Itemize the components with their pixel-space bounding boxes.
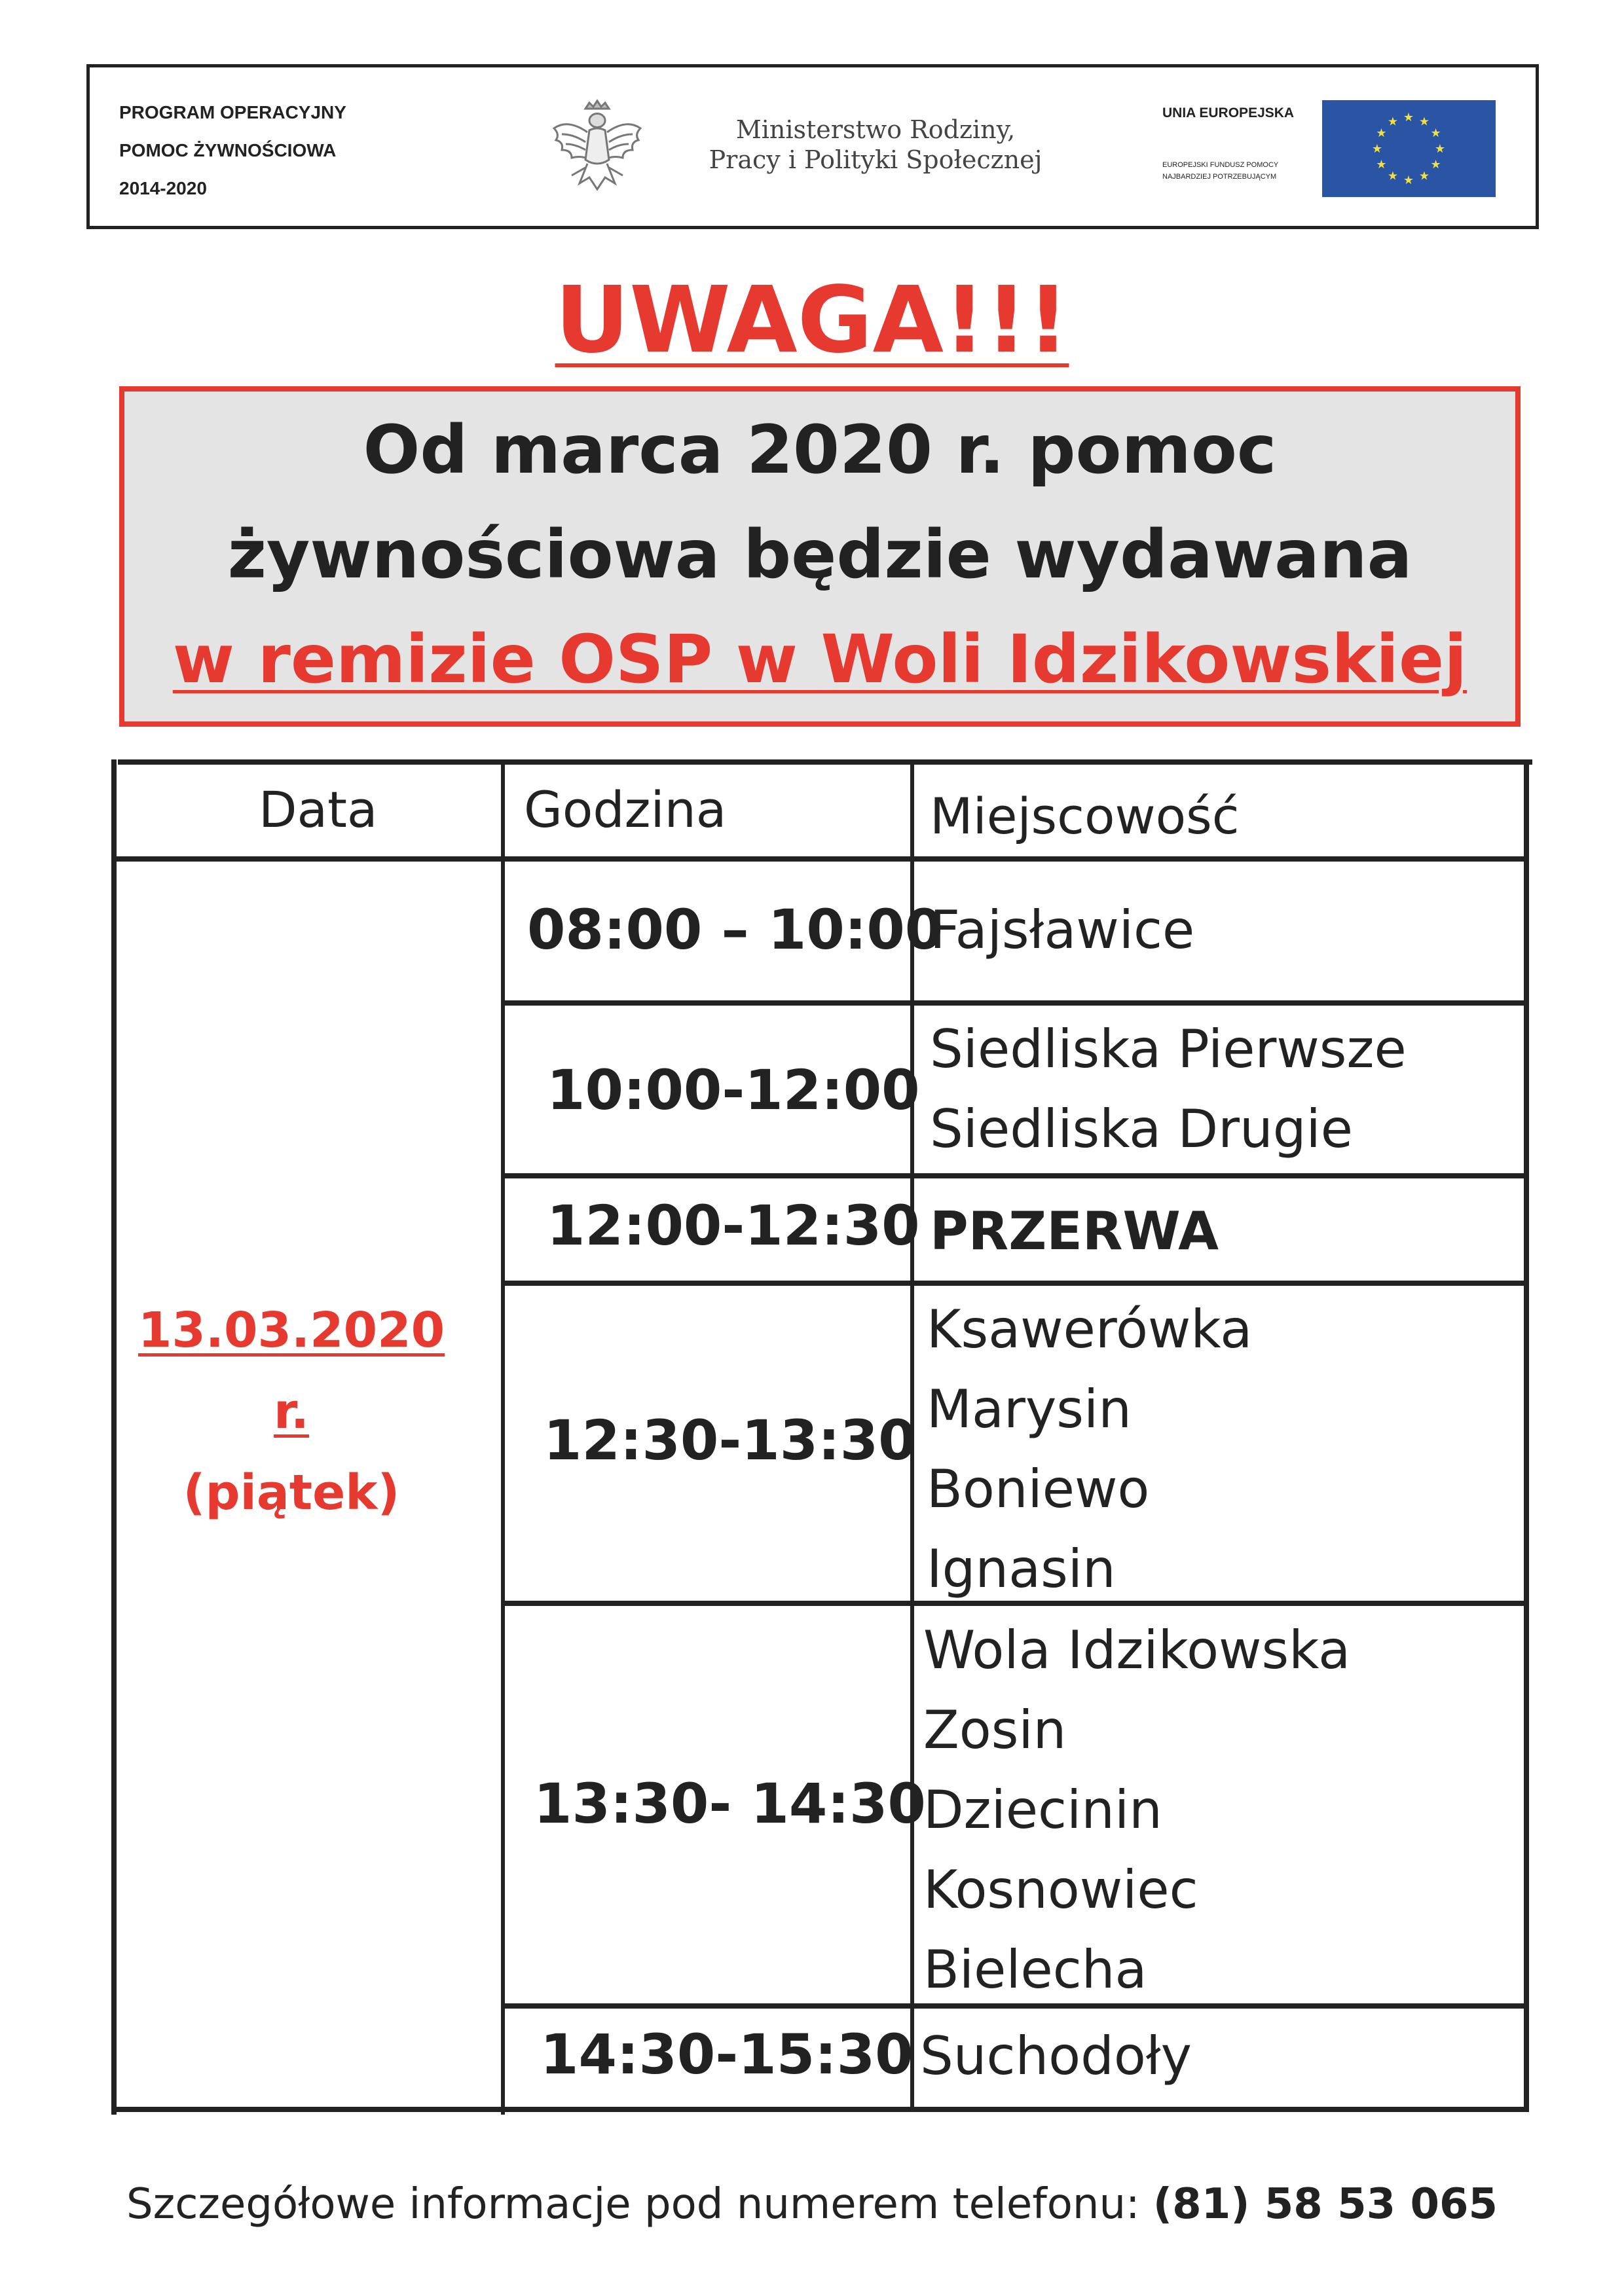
row-4-place-4: Ignasin	[927, 1539, 1116, 1599]
notice-box	[119, 386, 1521, 727]
weekday-value: (piątek)	[183, 1465, 400, 1521]
footer-info	[0, 2180, 1624, 2229]
row-3-time: 12:00-12:30	[547, 1194, 920, 1258]
row-5-place-1: Wola Idzikowska	[923, 1620, 1351, 1681]
row-6-place-1: Suchodoły	[920, 2026, 1192, 2086]
row-3-place-1: PRZERWA	[930, 1201, 1219, 1262]
notice-location: w remizie OSP w Woli Idzikowskiej	[172, 621, 1467, 699]
program-line-1: PROGRAM OPERACYJNY	[119, 102, 346, 122]
schedule-table	[108, 759, 1532, 2115]
footer-text: Szczegółowe informacje pod numerem telefonu:	[126, 2180, 1153, 2229]
date-value: 13.03.2020 r.	[138, 1302, 445, 1440]
eu-fund-line-1: EUROPEJSKI FUNDUSZ POMOCY	[1162, 161, 1279, 169]
eu-star-icon: ★	[1434, 142, 1446, 156]
title-text: UWAGA!!!	[555, 267, 1069, 374]
eu-star-icon: ★	[1418, 169, 1430, 183]
header-box	[86, 64, 1539, 229]
eu-star-icon: ★	[1371, 142, 1383, 156]
row-4-place-2: Marysin	[927, 1379, 1132, 1440]
row-1-time: 08:00 – 10:00	[527, 898, 944, 962]
notice-line-1: Od marca 2020 r. pomoc	[363, 411, 1277, 489]
row-5-place-3: Dziecinin	[923, 1779, 1162, 1840]
program-line-2: POMOC ŻYWNOŚCIOWA	[119, 140, 337, 160]
header-time: Godzina	[524, 780, 727, 839]
ministry-name	[653, 115, 1098, 175]
eu-star-icon: ★	[1430, 126, 1441, 140]
row-6-time: 14:30-15:30	[540, 2022, 913, 2086]
row-5-place-4: Kosnowiec	[923, 1859, 1198, 1920]
row-1-place-1: Fajsławice	[930, 900, 1195, 960]
eu-star-icon: ★	[1418, 115, 1430, 129]
distribution-date	[134, 1290, 449, 1533]
eu-star-icon: ★	[1376, 126, 1387, 140]
row-divider-1	[501, 1000, 1529, 1006]
program-line-3: 2014-2020	[119, 178, 207, 198]
eu-star-icon: ★	[1430, 158, 1441, 172]
eu-label: UNIA EUROPEJSKA	[1162, 105, 1295, 120]
ministry-line-2: Pracy i Polityki Społecznej	[709, 145, 1043, 174]
eu-star-icon: ★	[1376, 158, 1387, 172]
row-divider-3	[501, 1281, 1529, 1286]
row-4-place-3: Boniewo	[927, 1459, 1150, 1520]
notice-line-2: żywnościowa będzie wydawana	[227, 516, 1412, 594]
row-divider-2	[501, 1173, 1529, 1178]
table-border-top	[118, 759, 1532, 765]
eu-star-icon: ★	[1387, 169, 1399, 183]
row-2-place-1: Siedliska Pierwsze	[930, 1019, 1407, 1080]
eu-star-icon: ★	[1387, 115, 1399, 129]
ministry-line-1: Ministerstwo Rodziny,	[735, 115, 1016, 144]
table-border-bottom	[111, 2107, 1529, 2112]
row-5-place-5: Bielecha	[923, 1939, 1147, 2000]
table-border-left	[111, 759, 117, 2115]
phone-number: (81) 58 53 065	[1153, 2180, 1498, 2229]
row-5-time: 13:30- 14:30	[534, 1772, 926, 1836]
polish-eagle-emblem-icon	[548, 99, 646, 197]
col-divider-1	[501, 759, 505, 2115]
program-title	[119, 94, 346, 208]
header-place: Miejscowość	[930, 787, 1240, 845]
row-5-place-2: Zosin	[923, 1700, 1067, 1760]
row-2-time: 10:00-12:00	[547, 1058, 920, 1122]
page-title	[0, 268, 1624, 373]
eu-fund-line-2: NAJBARDZIEJ POTRZEBUJĄCYM	[1162, 173, 1277, 181]
row-2-place-2: Siedliska Drugie	[930, 1099, 1353, 1159]
header-date: Data	[259, 780, 378, 839]
eu-fund-name	[1162, 159, 1333, 183]
eu-star-icon: ★	[1403, 111, 1414, 124]
row-4-place-1: Ksawerówka	[927, 1299, 1253, 1360]
row-4-time: 12:30-13:30	[544, 1408, 917, 1472]
eu-flag-icon	[1322, 100, 1496, 197]
table-border-right	[1524, 759, 1529, 2108]
eu-star-icon: ★	[1403, 173, 1414, 187]
header-bottom-line	[115, 856, 1529, 862]
